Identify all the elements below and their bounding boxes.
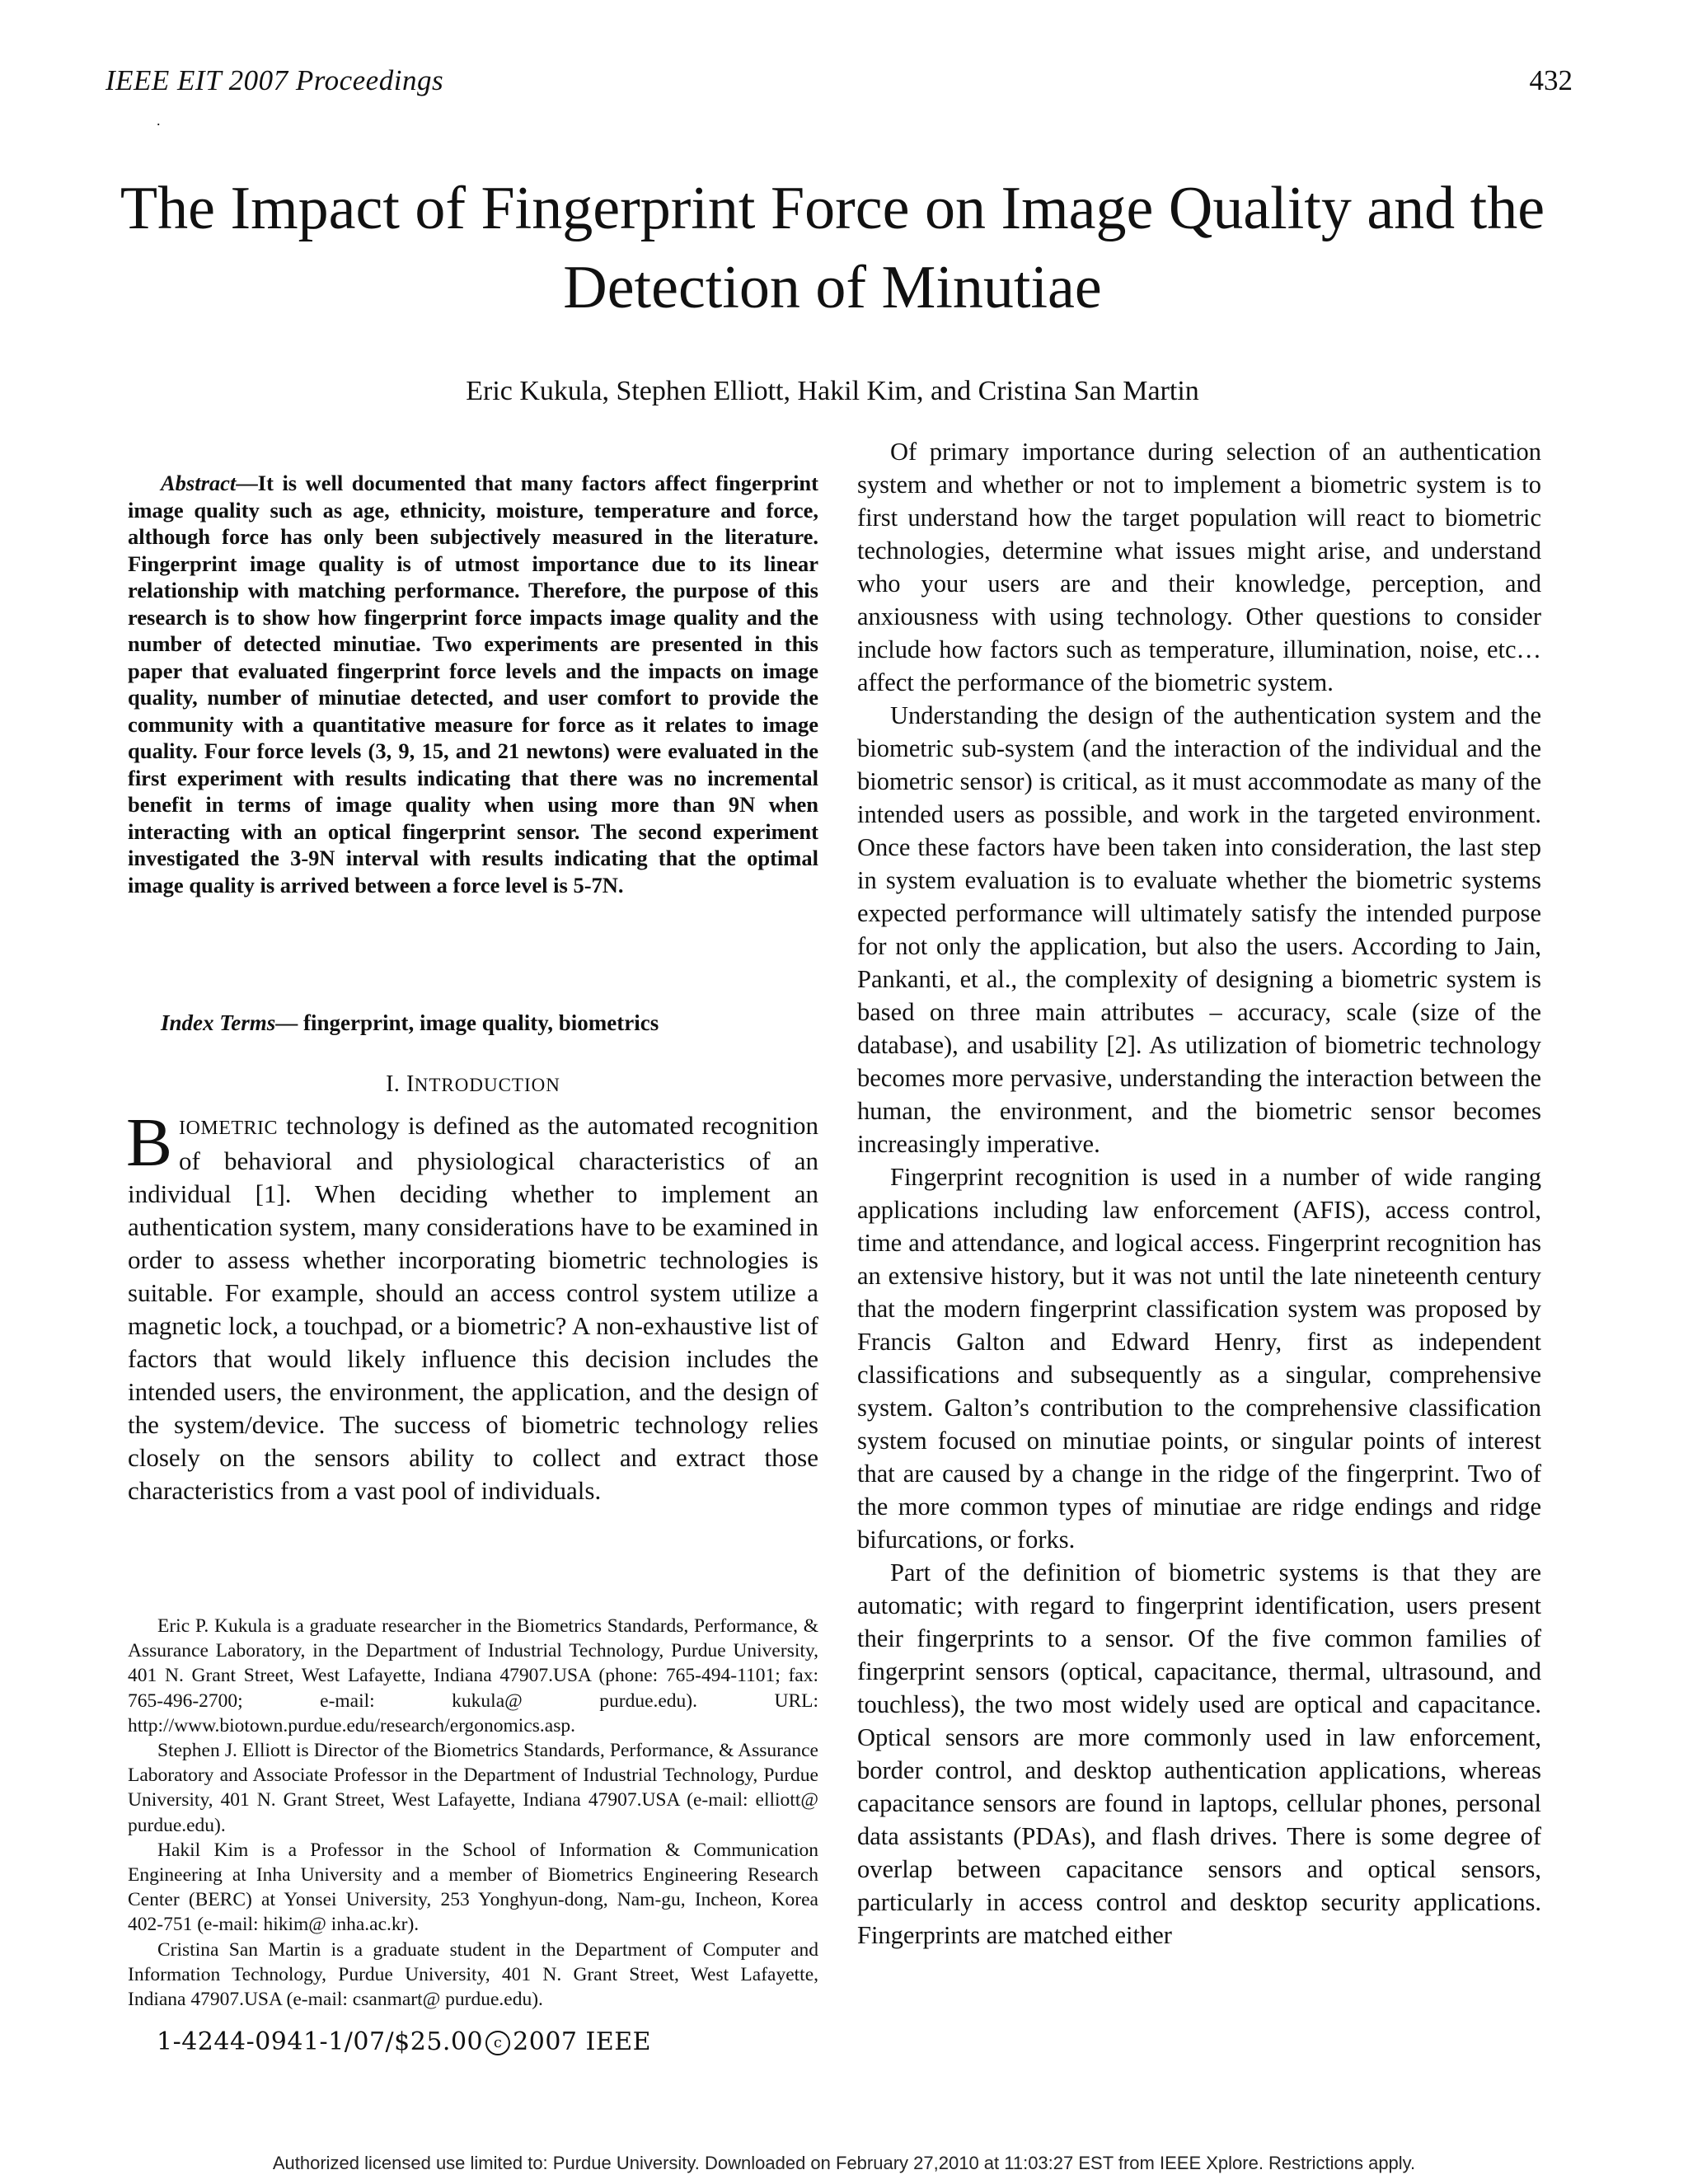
author-list: Eric Kukula, Stephen Elliott, Hakil Kim, and Cristina San Martin	[466, 376, 1199, 406]
copyright-line	[157, 2027, 651, 2056]
section-numeral: I.	[386, 1071, 406, 1097]
abstract-dash: —	[236, 471, 258, 495]
section-heading-rest: NTRODUCTION	[414, 1075, 560, 1095]
index-terms	[128, 1010, 818, 1036]
right-column-body	[857, 435, 1541, 1952]
running-head: IEEE EIT 2007 Proceedings	[106, 64, 444, 96]
drop-cap: B	[126, 1104, 173, 1181]
footnote: Eric P. Kukula is a graduate researcher in the Biometrics Standards, Performance, & Assurance Laboratory, in the Department of Industrial Technology, Purdue University, 401 N. Grant Street, West Lafayette, Indiana 47907.USA (phone: 765-494-1101; fax: 765-496-2700; e-mail: kukula@ purdue.edu). URL: http://www.biotown.purdue.edu/research/ergonomics.asp.	[128, 1615, 818, 1736]
abstract-label: Abstract	[161, 471, 237, 495]
introduction-text: technology is defined as the automated recognition of behavioral and physiological characteristics of an individual [1]. When deciding whether to implement an authentication system, many considerations have to be examined in order to assess whether incorporating biometric technologies is suitable. For example, should an access control system utilize a magnetic lock, a touchpad, or a biometric? A non-exhaustive list of factors that would likely influence this decision includes the intended users, the environment, the application, and the design of the system/device. The success of biometric technology relies closely on the sensors ability to collect and extract those characteristics from a vast pool of individuals.	[128, 1111, 818, 1505]
copyright-year: 2007 IEEE	[513, 2027, 652, 2056]
body-paragraph: Part of the definition of biometric systems is that they are automatic; with regard to fingerprint identification, users present their fingerprints to a sensor. Of the five common families of fingerprint sensors (optical, capacitance, thermal, ultrasound, and touchless), the two most widely used are optical and capacitance. Optical sensors are more commonly used in law enforcement, border control, and desktop authentication applications, whereas capacitance sensors are found in laptops, cellular phones, personal data assistants (PDAs), and flash drives. There is some degree of overlap between capacitance sensors and optical sensors, particularly in access control and desktop security applications. Fingerprints are matched either	[857, 1558, 1541, 1949]
stray-dot: .	[157, 112, 161, 129]
body-paragraph: Of primary importance during selection of an authentication system and whether or not to implement a biometric system is to first understand how the target population will react to biometric technologies, determine what issues might arise, and understand who your users are and their knowledge, perception, and anxiousness with using technology. Other questions to consider include how factors such as temperature, illumination, noise, etc… affect the performance of the biometric system.	[857, 438, 1541, 696]
section-heading-first-letter: I	[406, 1071, 415, 1097]
license-notice: Authorized licensed use limited to: Purdue University. Downloaded on February 27,2010 at 11:03:27 EST from IEEE Xplore. Restrictions apply.	[272, 2153, 1416, 2173]
copyright-symbol: c	[485, 2031, 510, 2055]
author-footnotes	[128, 1614, 818, 2012]
small-caps-word: IOMETRIC	[179, 1118, 279, 1139]
index-terms-body: — fingerprint, image quality, biometrics	[275, 1010, 659, 1035]
copyright-isbn: 1-4244-0941-1/07/$25.00	[157, 2027, 484, 2056]
footnote: Hakil Kim is a Professor in the School of Information & Communication Engineering at Inha University and a member of Biometrics Engineering Research Center (BERC) at Yonsei University, 253 Yonghyun-dong, Nam-gu, Incheon, Korea 402-751 (e-mail: hikim@ inha.ac.kr).	[128, 1839, 818, 1936]
paper-title: The Impact of Fingerprint Force on Image Quality and the Detection of Minutiae	[120, 175, 1545, 321]
body-paragraph: Fingerprint recognition is used in a number of wide ranging applications including law enforcement (AFIS), access control, time and attendance, and logical access. Fingerprint recognition has an extensive history, but it was not until the late nineteenth century that the modern fingerprint classification system was proposed by Francis Galton and Edward Henry, first as independent classifications and subsequently as a singular, comprehensive system. Galton’s contribution to the comprehensive classification system focused on minutiae points, or singular points of interest that are caused by a change in the ridge of the fingerprint. Two of the more common types of minutiae are ridge endings and ridge bifurcations, or forks.	[857, 1163, 1541, 1554]
abstract	[128, 470, 818, 898]
page-number: 432	[1529, 64, 1573, 96]
section-heading-introduction	[128, 1071, 818, 1098]
abstract-body: It is well documented that many factors affect fingerprint image quality such as age, ethnicity, moisture, temperature and force, although force has only been subjectively measured in the literature. Fingerprint image quality is of utmost importance due to its linear relationship with matching performance. Therefore, the purpose of this research is to show how fingerprint force impacts image quality and the number of detected minutiae. Two experiments are presented in this paper that evaluated fingerprint force levels and the impacts on image quality, number of minutiae detected, and user comfort to provide the community with a quantitative measure for force as it relates to image quality. Four force levels (3, 9, 15, and 21 newtons) were evaluated in the first experiment with results indicating that there was no incremental benefit in terms of image quality when using more than 9N when interacting with an optical fingerprint sensor. The second experiment investigated the 3-9N interval with results indicating that the optimal image quality is arrived between a force level is 5-7N.	[128, 471, 818, 898]
footnote: Cristina San Martin is a graduate student in the Department of Computer and Information Technology, Purdue University, 401 N. Grant Street, West Lafayette, Indiana 47907.USA (e-mail: csanmart@ purdue.edu).	[128, 1938, 818, 2011]
introduction-paragraph	[126, 1104, 818, 1507]
body-paragraph: Understanding the design of the authentication system and the biometric sub-system (and the interaction of the individual and the biometric sensor) is critical, as it must accommodate as many of the intended users as possible, and work in the targeted environment. Once these factors have been taken into consideration, the last step in system evaluation is to evaluate whether the biometric systems expected performance will ultimately satisfy the intended purpose for not only the application, but also the users. According to Jain, Pankanti, et al., the complexity of designing a biometric system is based on three main attributes – accuracy, scale (size of the database), and usability [2]. As utilization of biometric technology becomes more pervasive, understanding the interaction between the human, the environment, and the biometric sensor becomes increasingly imperative.	[857, 701, 1541, 1158]
footnote: Stephen J. Elliott is Director of the Biometrics Standards, Performance, & Assurance Laboratory and Associate Professor in the Department of Industrial Technology, Purdue University, 401 N. Grant Street, West Lafayette, Indiana 47907.USA (e-mail: elliott@ purdue.edu).	[128, 1740, 818, 1836]
index-terms-label: Index Terms	[161, 1010, 276, 1035]
